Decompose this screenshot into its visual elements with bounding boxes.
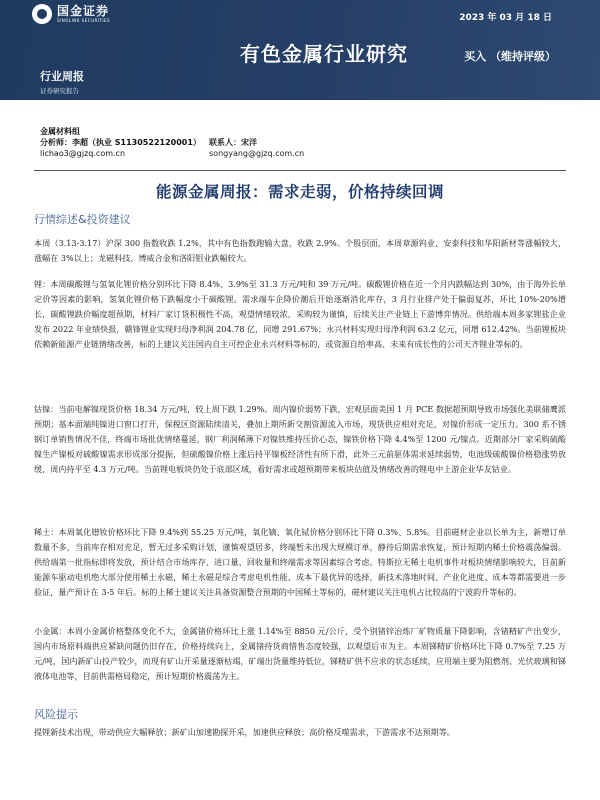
paragraph-rare-earth: 稀土：本周氧化镨钕价格环比下降 9.4%到 55.25 万元/吨，氧化镝、氧化铽价格分别环比下降 0.3%、5.8%。目前磁材企业以长单为主，新增订单数量不多，当前库存相对充足，暂无过多采购计划，谨慎观望居多，终端暂未出现大规模订单，静待后期需求恢复，预计短期内稀土价格震荡偏弱。供给端第一批指标即将发放，预计结合市场库存、进口量、回收量和终端需求等因素综合考虑。特斯拉无稀土电机事件对板块情绪影响较大，目前新能源车驱动电机绝大部分使用稀土永磁，稀土永磁是综合考虑电机性能、成本下最优异的选择，新技术落地时间、产业化进度、成本等都需要进一步验证，量产预计在 3-5 年后。标的上稀土建议关注具备资源整合预期的中国稀土等标的，磁材建议关注电机占比较高的宁波韵升等标的。 <box>34 527 566 597</box>
paragraph-risk: 提锂新技术出现，带动供应大幅释放；新矿山加速勘探开采，加速供应释放；高价格反噬需求，下游需求不达预期等。 <box>34 727 455 737</box>
paragraph-market: 本周（3.13-3.17）沪深 300 指数收跌 1.2%，其中有色指数跑输大盘，收跌 2.9%。个股层面，本周章源钨业、安泰科技和华阳新材等涨幅较大，涨幅在 3%以上；龙磁科技、博威合金和洛阳钼业跌幅较大。 <box>34 238 566 263</box>
report-subtype: 证券研究报告 <box>40 87 79 95</box>
analyst-email[interactable]: lichao3@gjzq.com.cn <box>40 149 126 158</box>
paragraph-cobalt-nickel: 钴镍：当前电解镍现货价格 18.34 万元/吨，较上周下跌 1.29%。周内镍价弱势下跌，宏观层面美国 1 月 PCE 数据超预期导致市场强化美联储鹰派预期；基本面端纯镍进口窗口打开，保税区资源陆续清关，叠加上期所新交割资源流入市场，现货供应相对充足，对镍价形成一定压力。300 系不锈钢订单销售情况不佳，终端市场批优情绪蔓延，钢厂利润稀薄下对镍铁维持压价心态，镍铁价格下降 4.4%至 1200 元/镍点。近期部分厂家采购硫酸镍生产镍板对硫酸镍需求形成部分提振，但硫酸镍价格上涨后持平镍板经济性有所下滑，此外三元前驱体需求延续弱势，电池级硫酸镍价格稳涨势放缓，周内持平至 4.3 万元/吨。当前锂电板块仍处于底部区域，看好需求或超预期带来板块估值及情绪改善的锂电中上游企业华友钴业。 <box>34 404 566 474</box>
analyst-label: 分析师：李超（执业 S1130522120001） <box>40 138 201 147</box>
section-heading-risk: 风险提示 <box>34 708 78 721</box>
logo-name-cn: 国金证券 <box>57 4 110 18</box>
contact-info <box>209 137 304 159</box>
report-type: 行业周报 <box>40 70 84 83</box>
logo-text <box>57 5 110 23</box>
article-title: 能源金属周报：需求走弱，价格持续回调 <box>155 183 444 201</box>
report-title: 有色金属行业研究 <box>240 42 408 66</box>
paragraph-minor-metals: 小金属：本周小金属价格整体变化不大，金属锗价格环比上涨 1.14%至 8850 元/公斤，受个别锗锌冶炼厂矿物质量下降影响，含锗精矿产出变少，国内市场原料端供应紧缺问题仍旧存在，价格持续向上，金属锗持货商惜售态度较强，以观望后市为主。本周锑精矿价格环比下降 0.7%至 7.25 万元/吨，国内新矿山投产较少，而现有矿山开采量逐渐枯竭，矿端出货量维持低位，锑精矿供不应求的状态延续，应用端主要为阻燃剂、光伏玻璃和锑液体电池等，目前供需格局稳定，预计短期价格震荡为主。 <box>34 626 566 681</box>
section-heading-summary: 行情综述&投资建议 <box>34 213 131 226</box>
logo-circle-icon <box>32 4 52 24</box>
team-name: 金属材料组 <box>40 127 80 136</box>
paragraph-lithium: 锂：本周碳酸锂与氢氧化锂价格分别环比下降 8.4%、3.9%至 31.3 万元/吨和 39 万元/吨。碳酸锂价格在近一个月内跌幅达到 30%，由于海外长单定价等因素的影响，氢氧化锂价格下跌幅度小于碳酸锂。需求端车企降价潮后开始逐渐消化库存，3 月行业排产处于偏弱复苏，环比 10%-20%增长，碳酸锂跌价幅度超预期，材料厂家订货积极性不高，观望情绪较浓，采购较为谨慎，后续关注产业链上下游博弈情况。供给端本周多家锂盐企业发布 2022 年业绩快报，赣锋锂业实现归母净利润 204.78 亿，同增 291.67%；永兴材料实现归母净利润 63.2 亿元，同增 612.42%。当前锂板块依赖新能源产业链情绪改善，标的上建议关注国内自主可控企业永兴材料等标的，或资源自给率高、未来有成长性的公司天齐锂业等标的。 <box>34 279 566 349</box>
rating-label: 买入 （维持评级） <box>464 50 556 63</box>
divider <box>34 170 566 171</box>
contact-email[interactable]: songyang@gjzq.com.cn <box>209 149 305 158</box>
author-info <box>40 126 201 159</box>
logo-name-en: SINOLINK SECURITIES <box>57 18 111 23</box>
brand-logo <box>32 4 110 24</box>
report-date: 2023 年 03 月 18 日 <box>459 13 552 23</box>
report-header <box>0 0 600 100</box>
contact-label: 联系人：宋洋 <box>209 138 257 147</box>
